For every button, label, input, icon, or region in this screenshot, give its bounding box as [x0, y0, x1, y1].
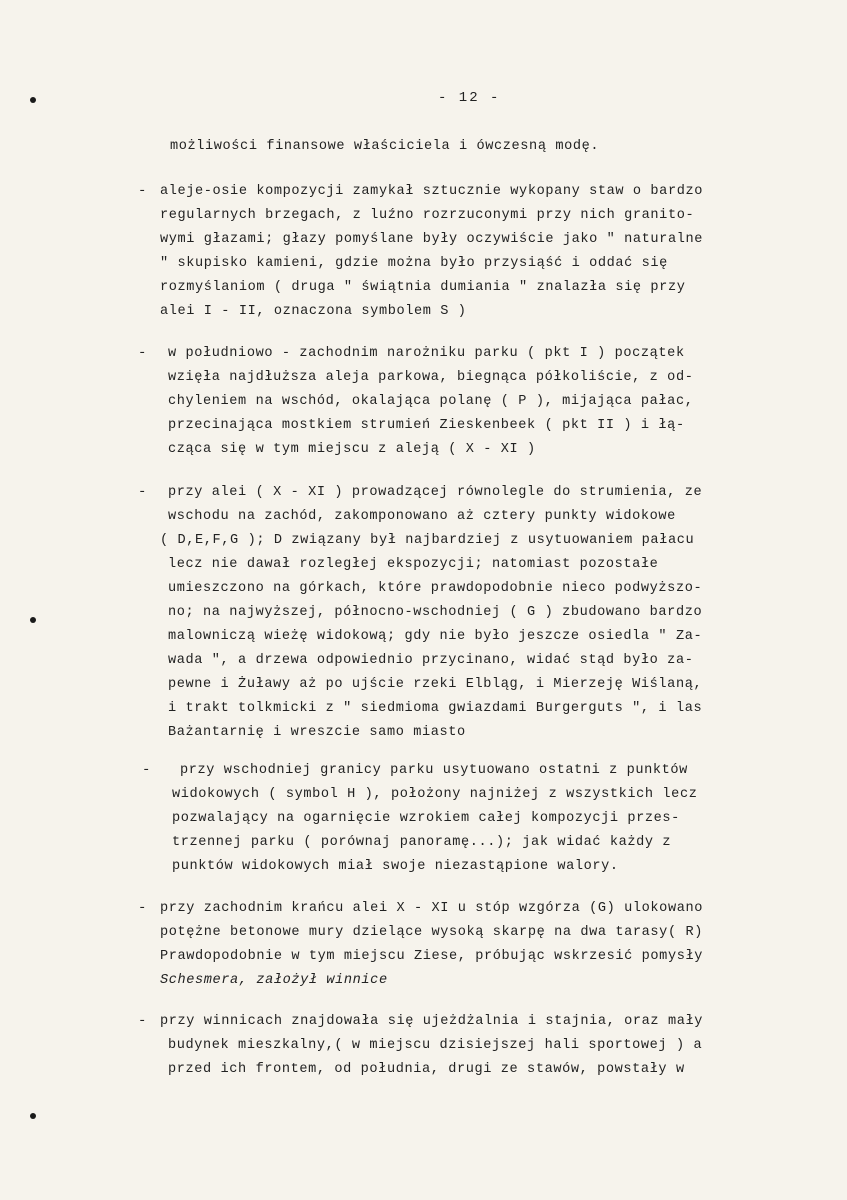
paragraph-line: w południowo - zachodnim narożniku parku ( pkt I ) początek	[168, 346, 685, 361]
punch-hole	[30, 1113, 36, 1119]
paragraph-line: aleje-osie kompozycji zamykał sztucznie wykopany staw o bardzo	[160, 184, 703, 199]
paragraph-line: wzięła najdłuższa aleja parkowa, biegnąca półkoliście, z od-	[168, 370, 694, 385]
bullet-dash: -	[138, 345, 147, 361]
bullet-dash: -	[138, 1013, 147, 1029]
bullet-dash: -	[138, 183, 147, 199]
page-number: - 12 -	[438, 90, 501, 106]
paragraph-line: chyleniem na wschód, okalająca polanę ( P ), mijająca pałac,	[168, 394, 694, 409]
intro-line: możliwości finansowe właściciela i ówczesną modę.	[170, 139, 600, 154]
bullet-dash: -	[138, 900, 147, 916]
paragraph-line: punktów widokowych miał swoje niezastąpione walory.	[172, 859, 619, 874]
paragraph-line: potężne betonowe mury dzielące wysoką skarpę na dwa tarasy( R)	[160, 925, 703, 940]
paragraph-line: Prawdopodobnie w tym miejscu Ziese, próbując wskrzesić pomysły	[160, 949, 703, 964]
paragraph-line: malowniczą wieżę widokową; gdy nie było jeszcze osiedla " Za-	[168, 629, 703, 644]
paragraph-line: przy wschodniej granicy parku usytuowano ostatni z punktów	[180, 763, 688, 778]
paragraph-line: pozwalający na ogarnięcie wzrokiem całej kompozycji przes-	[172, 811, 680, 826]
paragraph-line: przy zachodnim krańcu alei X - XI u stóp wzgórza (G) ulokowano	[160, 901, 703, 916]
paragraph-line: i trakt tolkmicki z " siedmioma gwiazdami Burgerguts ", i las	[168, 701, 703, 716]
paragraph-line: wada ", a drzewa odpowiednio przycinano, widać stąd było za-	[168, 653, 694, 668]
paragraph-line: pewne i Żuławy aż po ujście rzeki Elbląg, i Mierzeję Wiślaną,	[168, 677, 703, 692]
paragraph-line: wschodu na zachód, zakomponowano aż cztery punkty widokowe	[168, 509, 676, 524]
paragraph-line: widokowych ( symbol H ), położony najniżej z wszystkich lecz	[172, 787, 698, 802]
paragraph-line: budynek mieszkalny,( w miejscu dzisiejszej hali sportowej ) a	[168, 1038, 703, 1053]
paragraph-line: wymi głazami; głazy pomyślane były oczywiście jako " naturalne	[160, 232, 703, 247]
paragraph-line: no; na najwyższej, północno-wschodniej ( G ) zbudowano bardzo	[168, 605, 703, 620]
paragraph-line: trzennej parku ( porównaj panoramę...); jak widać każdy z	[172, 835, 672, 850]
paragraph-line: ( D,E,F,G ); D związany był najbardziej z usytuowaniem pałacu	[160, 533, 695, 548]
paragraph-line: regularnych brzegach, z luźno rozrzuconymi przy nich granito-	[160, 208, 695, 223]
paragraph-line: Bażantarnię i wreszcie samo miasto	[168, 725, 466, 740]
paragraph-line: umieszczono na górkach, które prawdopodobnie nieco podwyższo-	[168, 581, 703, 596]
paragraph-line: alei I - II, oznaczona symbolem S )	[160, 304, 467, 319]
paragraph-line: przed ich frontem, od południa, drugi ze stawów, powstały w	[168, 1062, 685, 1077]
paragraph-line: przy alei ( X - XI ) prowadzącej równolegle do strumienia, ze	[168, 485, 703, 500]
paragraph-line: cząca się w tym miejscu z aleją ( X - XI )	[168, 442, 536, 457]
punch-hole	[30, 617, 36, 623]
paragraph-line: " skupisko kamieni, gdzie można było przysiąść i oddać się	[160, 256, 668, 271]
paragraph-line: lecz nie dawał rozległej ekspozycji; natomiast pozostałe	[168, 557, 659, 572]
paragraph-line: Schesmera, założył winnice	[160, 973, 388, 988]
paragraph-line: przecinająca mostkiem strumień Zieskenbeek ( pkt II ) i łą-	[168, 418, 685, 433]
punch-hole	[30, 97, 36, 103]
bullet-dash: -	[138, 484, 147, 500]
paragraph-line: rozmyślaniom ( druga " świątnia dumiania " znalazła się przy	[160, 280, 686, 295]
bullet-dash: -	[142, 762, 151, 778]
paragraph-line: przy winnicach znajdowała się ujeżdżalnia i stajnia, oraz mały	[160, 1014, 703, 1029]
